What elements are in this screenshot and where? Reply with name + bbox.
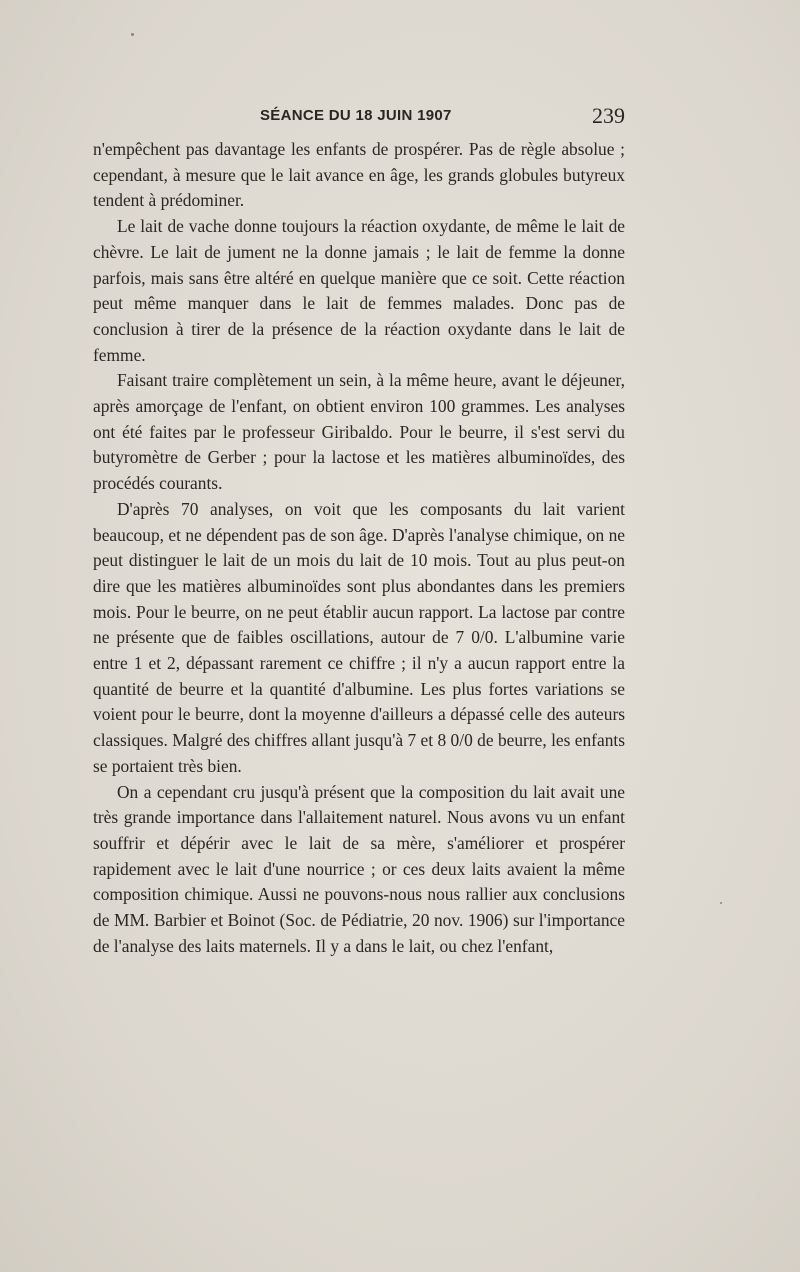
paragraph: Le lait de vache donne toujours la réaction oxydante, de même le lait de chèvre. Le lait de jument ne la donne jamais ; le lait de femme la donne parfois, mais sans être altéré en quelque manière que ce soit. Cette réaction peut même manquer dans le lait de femmes malades. Donc pas de conclusion à tirer de la présence de la réaction oxydante dans le lait de femme. [93, 216, 625, 365]
page-number: 239 [592, 103, 625, 128]
body-text [93, 137, 625, 960]
paragraph: n'empêchent pas davantage les enfants de prospérer. Pas de règle absolue ; cependant, à mesure que le lait avance en âge, les grands globules butyreux tendent à prédominer. [93, 139, 625, 211]
header-title: SÉANCE DU 18 JUIN 1907 [260, 107, 452, 124]
paper-speck [131, 33, 134, 36]
paper-speck [720, 902, 722, 904]
paragraph: Faisant traire complètement un sein, à la même heure, avant le déjeuner, après amorçage de l'enfant, on obtient environ 100 grammes. Les analyses ont été faites par le professeur Giribaldo. Pour le beurre, il s'est servi du butyromètre de Gerber ; pour la lactose et les matières albuminoïdes, des procédés courants. [93, 370, 625, 494]
paragraph: D'après 70 analyses, on voit que les composants du lait varient beaucoup, et ne dépendent pas de son âge. D'après l'analyse chimique, on ne peut distinguer le lait de un mois du lait de 10 mois. Tout au plus peut-on dire que les matières albuminoïdes sont plus abondantes dans les premiers mois. Pour le beurre, on ne peut établir aucun rapport. La lactose par contre ne présente que de faibles oscillations, autour de 7 0/0. L'albumine varie entre 1 et 2, dépassant rarement ce chiffre ; il n'y a aucun rapport entre la quantité de beurre et la quantité d'albumine. Les plus fortes variations se voient pour le beurre, dont la moyenne d'ailleurs a dépassé celle des auteurs classiques. Malgré des chiffres allant jusqu'à 7 et 8 0/0 de beurre, les enfants se portaient très bien. [93, 498, 625, 776]
paragraph: On a cependant cru jusqu'à présent que la composition du lait avait une très grande importance dans l'allaitement naturel. Nous avons vu un enfant souffrir et dépérir avec le lait de sa mère, s'améliorer et prospérer rapidement avec le lait d'une nourrice ; or ces deux laits avaient la même composition chimique. Aussi ne pouvons-nous nous rallier aux conclusions de MM. Barbier et Boinot (Soc. de Pédiatrie, 20 nov. 1906) sur l'importance de l'analyse des laits maternels. Il y a dans le lait, ou chez l'enfant, [93, 781, 625, 956]
running-head [93, 103, 625, 129]
